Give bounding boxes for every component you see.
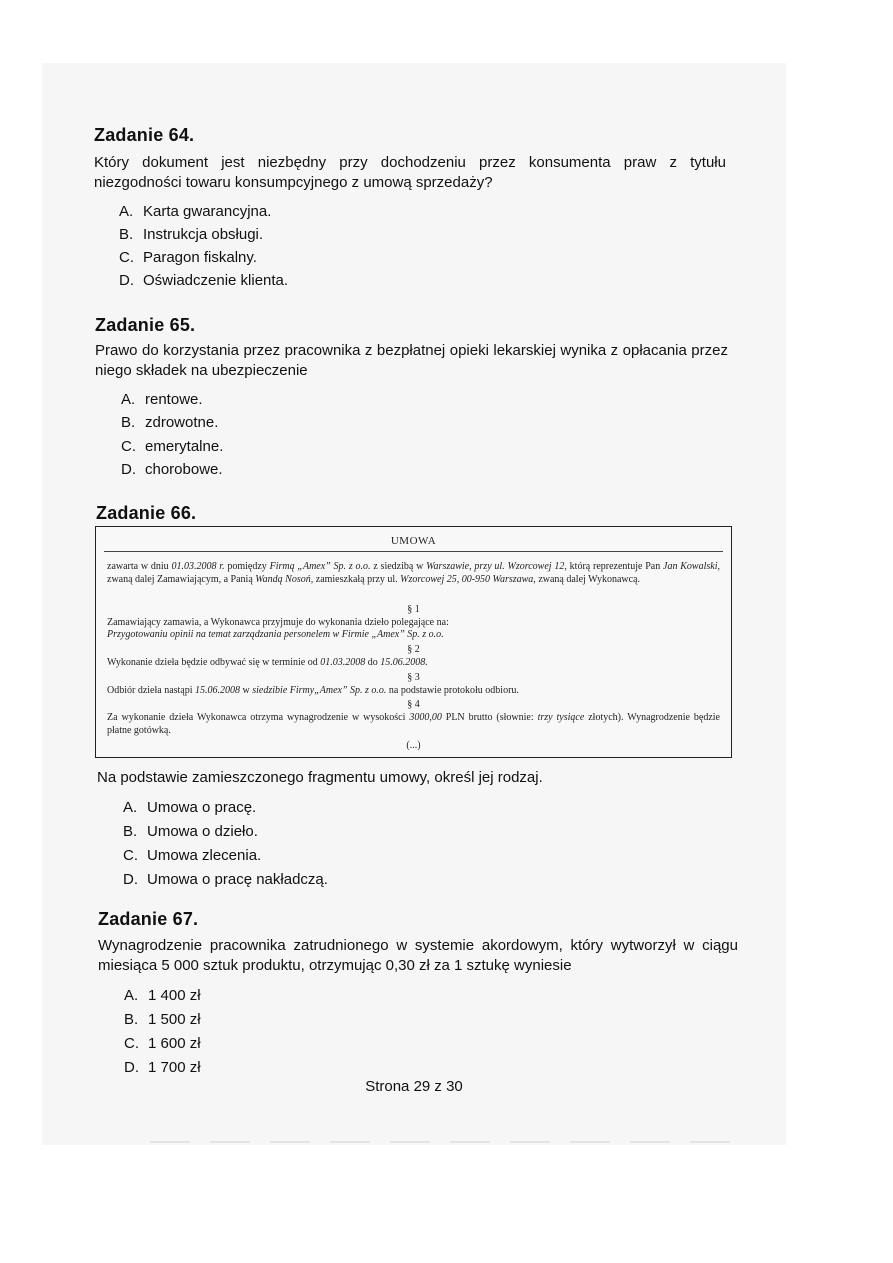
contract-excerpt-box [95, 526, 732, 758]
contract-text: zamieszkałą przy ul. [313, 574, 401, 585]
contract-text: zwaną dalej Wykonawcą. [535, 574, 640, 585]
option-letter: D. [123, 871, 138, 888]
contract-text: zwaną dalej Zamawiającym, a Panią [107, 574, 256, 585]
contract-work-description: Przygotowaniu opinii na temat zarządzania personelem w Firmie „Amex” Sp. z o.o. [107, 629, 444, 640]
contract-date: 15.06.2008. [380, 657, 428, 668]
option-letter: B. [121, 414, 136, 431]
task-64-option-c[interactable] [119, 246, 257, 269]
option-letter: C. [123, 847, 138, 864]
contract-text: którą reprezentuje Pan [566, 561, 664, 572]
option-letter: A. [124, 987, 139, 1004]
task-66-option-a[interactable] [123, 796, 256, 819]
task-67-question: Wynagrodzenie pracownika zatrudnionego w systemie akordowym, który wytworzył w ciągu miesiąca 5 000 sztuk produktu, otrzymując 0,30 zł za 1 sztukę wyniesie [98, 937, 738, 974]
contract-section-4-text [107, 711, 720, 737]
contract-address: Warszawie, przy ul. Wzorcowej 12, [426, 561, 567, 572]
task-67-option-c[interactable] [124, 1032, 201, 1055]
option-text: 1 600 zł [148, 1035, 201, 1052]
contract-section-3-mark: § 3 [407, 672, 420, 683]
task-64-option-a[interactable] [119, 200, 271, 223]
option-text: chorobowe. [145, 461, 223, 478]
contract-section-2-text [107, 656, 720, 669]
task-65-option-b[interactable] [121, 411, 218, 434]
option-text: Instrukcja obsługi. [143, 226, 264, 243]
option-text: 1 400 zł [148, 987, 201, 1004]
contract-person-name: Wandą Nosoń, [255, 574, 314, 585]
option-text: zdrowotne. [145, 414, 219, 431]
page-number: Strona 29 z 30 [365, 1078, 463, 1095]
task-67-option-b[interactable] [124, 1008, 201, 1031]
task-67-option-d[interactable] [124, 1056, 201, 1079]
contract-intro-paragraph [107, 560, 720, 586]
option-text: Umowa o dzieło. [147, 823, 258, 840]
contract-ellipsis: (...) [406, 740, 421, 751]
contract-section-3-text [107, 684, 720, 697]
contract-title-divider [104, 551, 723, 552]
contract-text: z siedzibą w [370, 561, 427, 572]
task-64-option-b[interactable] [119, 223, 263, 246]
contract-place: siedzibie Firmy„Amex” Sp. z o.o. [252, 685, 387, 696]
option-text: Umowa zlecenia. [147, 847, 262, 864]
option-text: 1 500 zł [148, 1011, 201, 1028]
option-letter: A. [119, 203, 134, 220]
scan-artifact-line [150, 1141, 730, 1143]
contract-text: Wykonanie dzieła będzie odbywać się w terminie od [107, 657, 321, 668]
task-65-question: Prawo do korzystania przez pracownika z bezpłatnej opieki lekarskiej wynika z opłacania przez niego składek na ubezpieczenie [95, 342, 728, 379]
contract-section-1-line-1: Zamawiający zamawia, a Wykonawca przyjmuje do wykonania dzieło polegające na: [107, 617, 449, 628]
option-text: Umowa o pracę nakładczą. [147, 871, 328, 888]
task-65-option-d[interactable] [121, 458, 223, 481]
option-text: 1 700 zł [148, 1059, 201, 1076]
contract-person-name: Jan Kowalski, [663, 561, 720, 572]
option-letter: C. [124, 1035, 139, 1052]
contract-firm-name: Firmą „Amex” Sp. z o.o. [269, 561, 371, 572]
option-letter: D. [119, 272, 134, 289]
contract-date: 01.03.2008 [320, 657, 366, 668]
task-66-option-c[interactable] [123, 844, 261, 867]
option-letter: D. [124, 1059, 139, 1076]
contract-text: na podstawie protokołu odbioru. [386, 685, 519, 696]
option-text: Umowa o pracę. [147, 799, 257, 816]
option-letter: B. [123, 823, 138, 840]
option-text: Paragon fiskalny. [143, 249, 257, 266]
contract-text: Odbiór dzieła nastąpi [107, 685, 196, 696]
task-64-option-d[interactable] [119, 269, 288, 292]
contract-address: Wzorcowej 25, 00-950 Warszawa, [400, 574, 536, 585]
contract-title: UMOWA [390, 535, 437, 547]
option-text: Oświadczenie klienta. [143, 272, 289, 289]
contract-text: Za wykonanie dzieła Wykonawca otrzyma wynagrodzenie w wysokości [107, 712, 410, 723]
option-text: Karta gwarancyjna. [143, 203, 272, 220]
contract-text: zawarta w dniu [107, 561, 172, 572]
contract-text: do [365, 657, 381, 668]
contract-text: PLN brutto (słownie: [441, 712, 538, 723]
option-letter: A. [121, 391, 136, 408]
option-letter: D. [121, 461, 136, 478]
contract-text: złotych). Wynagrodzenie będzie płatne gotówką. [107, 712, 720, 736]
option-letter: B. [119, 226, 134, 243]
task-67-heading: Zadanie 67. [98, 909, 199, 929]
task-66-option-b[interactable] [123, 820, 258, 843]
contract-section-4-mark: § 4 [407, 699, 420, 710]
task-66-heading: Zadanie 66. [96, 503, 197, 523]
task-67-option-a[interactable] [124, 984, 201, 1007]
task-64-question: Który dokument jest niezbędny przy dochodzeniu przez konsumenta praw z tytułu niezgodności towaru konsumpcyjnego z umową sprzedaży? [94, 154, 726, 191]
option-letter: C. [121, 438, 136, 455]
option-text: rentowe. [145, 391, 203, 408]
contract-text: pomiędzy [224, 561, 270, 572]
contract-section-1-line-2 [107, 628, 720, 641]
task-66-question: Na podstawie zamieszczonego fragmentu umowy, określ jej rodzaj. [97, 769, 543, 786]
contract-section-2-mark: § 2 [407, 644, 420, 655]
task-65-option-a[interactable] [121, 388, 203, 411]
option-letter: B. [124, 1011, 139, 1028]
task-65-heading: Zadanie 65. [95, 315, 196, 335]
contract-amount: 3000,00 [409, 712, 442, 723]
task-65-option-c[interactable] [121, 435, 223, 458]
contract-amount-words: trzy tysiące [537, 712, 585, 723]
option-text: emerytalne. [145, 438, 224, 455]
option-letter: A. [123, 799, 138, 816]
task-66-option-d[interactable] [123, 868, 328, 891]
option-letter: C. [119, 249, 134, 266]
contract-date: 01.03.2008 r. [171, 561, 225, 572]
contract-text: w [240, 685, 253, 696]
contract-date: 15.06.2008 [195, 685, 241, 696]
task-64-heading: Zadanie 64. [94, 125, 195, 145]
contract-section-1-mark: § 1 [407, 604, 420, 615]
